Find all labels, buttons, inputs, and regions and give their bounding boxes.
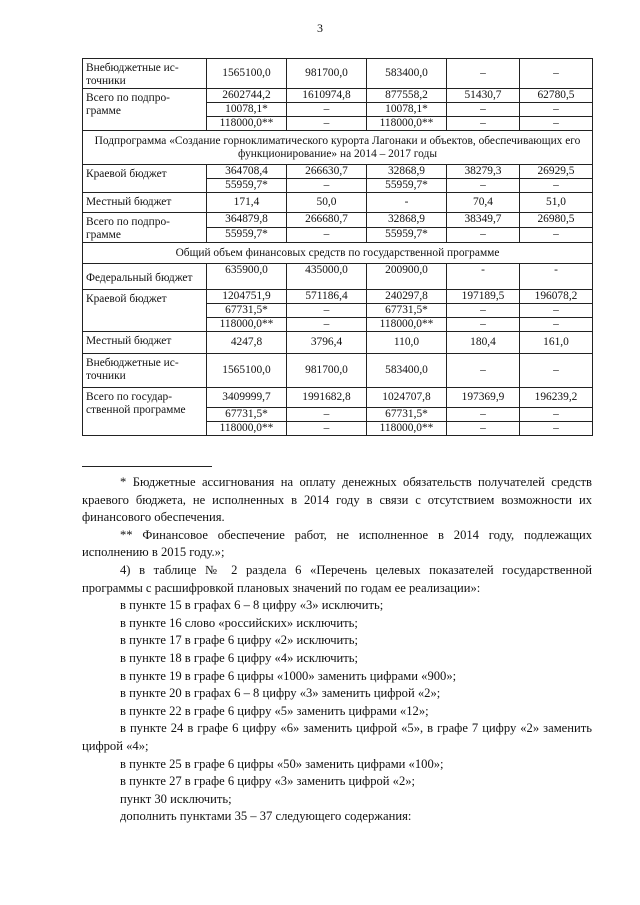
row-label: Местный бюджет — [83, 193, 207, 213]
row-label: Федеральный бюджет — [83, 264, 207, 290]
amendment-item: в пункте 20 в графах 6 – 8 цифру «3» заменить цифрой «2»; — [120, 686, 441, 701]
table-row: 118000,0** – 118000,0** – – — [83, 318, 593, 332]
row-label: Всего по подпро-грамме — [83, 213, 207, 243]
table-row: 118000,0** – 118000,0** – – — [83, 422, 593, 436]
table-row: Всего по государ-ственной программе 3409999,7 1991682,8 1024707,8 197369,9 196239,2 — [83, 388, 593, 408]
table-row: 10078,1* – 10078,1* – – — [83, 103, 593, 117]
amendment-item: пункт 30 исключить; — [120, 791, 232, 806]
table-row: Федеральный бюджет 635900,0 435000,0 200900,0 - - — [83, 264, 593, 290]
table-row: 55959,7* – 55959,7* – – — [83, 228, 593, 243]
amendment-item: в пункте 24 в графе 6 цифру «6» заменить цифрой «5», в графе 7 цифру «2» заменить цифрой «4»; — [82, 721, 592, 753]
row-label: Краевой бюджет — [83, 165, 207, 193]
amendment-item: в пункте 22 в графе 6 цифру «5» заменить цифрами «12»; — [120, 703, 429, 718]
table-row: 118000,0** – 118000,0** – – — [83, 117, 593, 131]
table-row: Местный бюджет 4247,8 3796,4 110,0 180,4 161,0 — [83, 332, 593, 354]
page-number: 3 — [317, 21, 323, 35]
footnote-1: * Бюджетные ассигнования на оплату денежных обязательств получателей средств краевого бюджета, не исполненных в 2014 году в связи с отсутствием возможности их финансового обеспечения. — [82, 475, 592, 525]
table-row: 67731,5* – 67731,5* – – — [83, 304, 593, 318]
table-row: Внебюджетные ис-точники 1565100,0 981700,0 583400,0 – – — [83, 59, 593, 89]
table-row: Всего по подпро-грамме 2602744,2 1610974,8 877558,2 51430,7 62780,5 — [83, 89, 593, 103]
table-row: Всего по подпро-грамме 364879,8 266680,7 32868,9 38349,7 26980,5 — [83, 213, 593, 228]
row-label: Местный бюджет — [83, 332, 207, 354]
row-label: Краевой бюджет — [83, 290, 207, 332]
row-label: Внебюджетные ис-точники — [83, 59, 207, 89]
amendment-item: в пункте 25 в графе 6 цифры «50» заменить цифрами «100»; — [120, 756, 444, 771]
amendment-item: в пункте 19 в графе 6 цифры «1000» заменить цифрами «900»; — [120, 668, 457, 683]
amendment-item: в пункте 16 слово «российских» исключить; — [120, 615, 358, 630]
footnote-divider — [82, 466, 212, 467]
section-header-row — [83, 131, 593, 165]
amendment-item: дополнить пунктами 35 – 37 следующего содержания: — [120, 809, 412, 824]
footnote-2: ** Финансовое обеспечение работ, не исполненное в 2014 году, подлежащих исполнению в 2015 году.»; — [82, 527, 592, 560]
section-header-row — [83, 243, 593, 264]
section-title: Общий объем финансовых средств по государственной программе — [83, 243, 593, 264]
amendment-item: в пункте 15 в графах 6 – 8 цифру «3» исключить; — [120, 598, 384, 613]
table-row: Краевой бюджет 364708,4 266630,7 32868,9 38279,3 26929,5 — [83, 165, 593, 179]
row-label: Всего по подпро-грамме — [83, 89, 207, 131]
amendment-intro: 4) в таблице № 2 раздела 6 «Перечень целевых показателей государственной программы с расшифровкой плановых значений по годам ее реализации»: — [82, 562, 592, 595]
section-title: Подпрограмма «Создание горноклиматического курорта Лагонаки и объектов, обеспечивающих его функционирование» на 2014 – 2017 годы — [83, 131, 593, 165]
body-text — [82, 474, 592, 826]
amendment-item: в пункте 17 в графе 6 цифру «2» исключить; — [120, 633, 359, 648]
row-label: Всего по государ-ственной программе — [83, 388, 207, 436]
financing-table — [82, 58, 593, 436]
table-row: Внебюджетные ис-точники 1565100,0 981700,0 583400,0 – – — [83, 354, 593, 388]
amendment-item: в пункте 18 в графе 6 цифру «4» исключить; — [120, 650, 359, 665]
table-row: Краевой бюджет 1204751,9 571186,4 240297,8 197189,5 196078,2 — [83, 290, 593, 304]
table-row: 67731,5* – 67731,5* – – — [83, 408, 593, 422]
table-row: 55959,7* – 55959,7* – – — [83, 179, 593, 193]
table-row: Местный бюджет 171,4 50,0 - 70,4 51,0 — [83, 193, 593, 213]
row-label: Внебюджетные ис-точники — [83, 354, 207, 388]
amendment-item: в пункте 27 в графе 6 цифру «3» заменить цифрой «2»; — [120, 774, 416, 789]
